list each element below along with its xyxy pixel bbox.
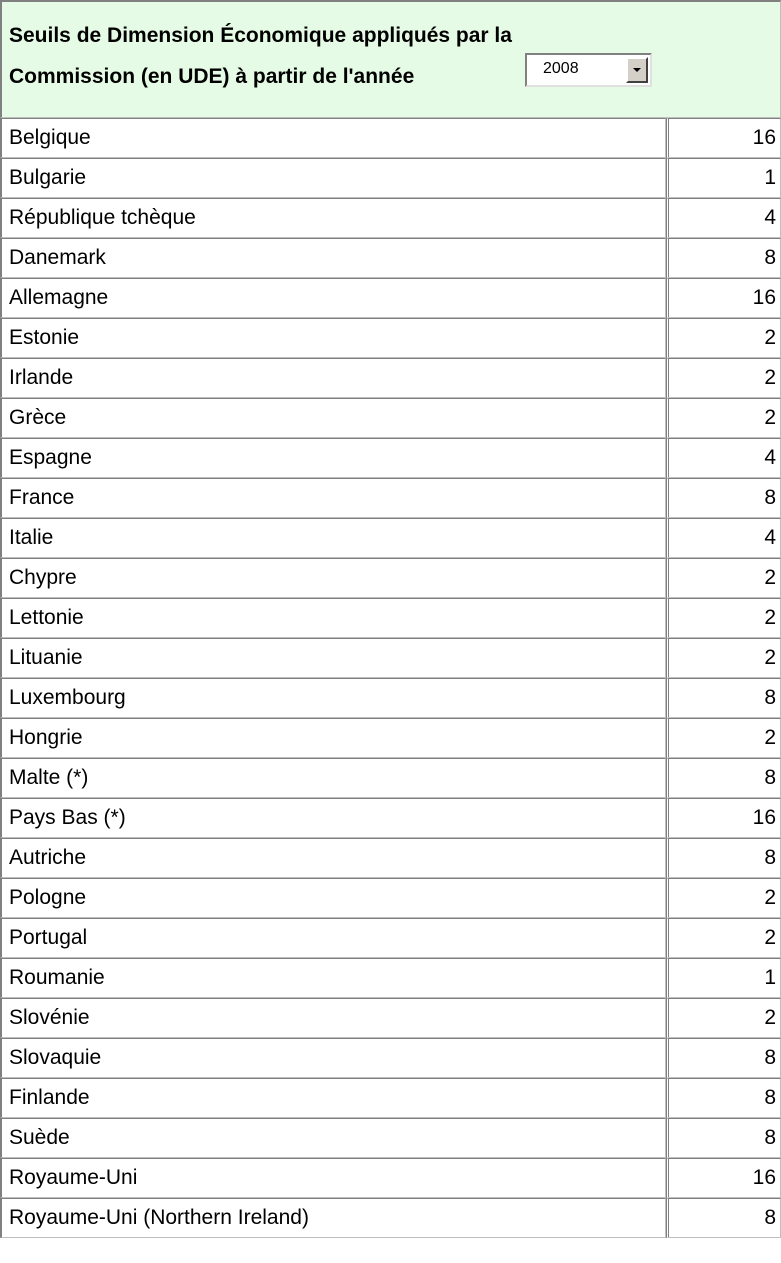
country-cell: Slovénie xyxy=(0,998,666,1038)
country-cell: Luxembourg xyxy=(0,678,666,718)
table-row xyxy=(0,1038,781,1078)
table-body xyxy=(0,118,781,1238)
threshold-value-cell: 8 xyxy=(666,1198,781,1238)
threshold-value-cell: 16 xyxy=(666,278,781,318)
threshold-value-cell: 16 xyxy=(666,1158,781,1198)
table-header xyxy=(0,0,781,118)
country-cell: Royaume-Uni (Northern Ireland) xyxy=(0,1198,666,1238)
country-cell: Finlande xyxy=(0,1078,666,1118)
table-row xyxy=(0,198,781,238)
country-cell: Danemark xyxy=(0,238,666,278)
table-row xyxy=(0,798,781,838)
country-cell: Estonie xyxy=(0,318,666,358)
country-cell: Belgique xyxy=(0,118,666,158)
table-row xyxy=(0,158,781,198)
table-header-row xyxy=(0,0,781,118)
year-select[interactable] xyxy=(525,53,652,87)
country-cell: Malte (*) xyxy=(0,758,666,798)
country-cell: Allemagne xyxy=(0,278,666,318)
threshold-value-cell: 8 xyxy=(666,1078,781,1118)
country-cell: Pays Bas (*) xyxy=(0,798,666,838)
threshold-value-cell: 8 xyxy=(666,478,781,518)
table-row xyxy=(0,398,781,438)
threshold-value-cell: 2 xyxy=(666,718,781,758)
country-cell: Hongrie xyxy=(0,718,666,758)
country-cell: Slovaquie xyxy=(0,1038,666,1078)
threshold-value-cell: 2 xyxy=(666,878,781,918)
country-cell: Chypre xyxy=(0,558,666,598)
table-row xyxy=(0,238,781,278)
country-cell: Portugal xyxy=(0,918,666,958)
threshold-value-cell: 8 xyxy=(666,758,781,798)
country-cell: Lituanie xyxy=(0,638,666,678)
threshold-value-cell: 4 xyxy=(666,198,781,238)
table-row xyxy=(0,678,781,718)
threshold-value-cell: 2 xyxy=(666,638,781,678)
country-cell: République tchèque xyxy=(0,198,666,238)
threshold-value-cell: 2 xyxy=(666,358,781,398)
table-row xyxy=(0,518,781,558)
country-cell: Espagne xyxy=(0,438,666,478)
table-row xyxy=(0,438,781,478)
country-cell: Suède xyxy=(0,1118,666,1158)
table-row xyxy=(0,958,781,998)
table-row xyxy=(0,278,781,318)
threshold-value-cell: 2 xyxy=(666,558,781,598)
chevron-down-icon[interactable] xyxy=(626,57,648,83)
header-title-line2: Commission (en UDE) à partir de l'année xyxy=(9,65,415,88)
country-cell: Pologne xyxy=(0,878,666,918)
threshold-value-cell: 8 xyxy=(666,238,781,278)
country-cell: Lettonie xyxy=(0,598,666,638)
year-select-value: 2008 xyxy=(543,60,579,77)
table-row xyxy=(0,478,781,518)
table-row xyxy=(0,838,781,878)
table-row xyxy=(0,918,781,958)
threshold-value-cell: 8 xyxy=(666,1038,781,1078)
table-row xyxy=(0,1198,781,1238)
country-cell: Royaume-Uni xyxy=(0,1158,666,1198)
table-row xyxy=(0,718,781,758)
table-row xyxy=(0,118,781,158)
threshold-value-cell: 8 xyxy=(666,838,781,878)
table-row xyxy=(0,1118,781,1158)
threshold-value-cell: 2 xyxy=(666,598,781,638)
table-row xyxy=(0,878,781,918)
table-row xyxy=(0,598,781,638)
table-row xyxy=(0,638,781,678)
country-cell: Irlande xyxy=(0,358,666,398)
threshold-value-cell: 1 xyxy=(666,158,781,198)
threshold-value-cell: 16 xyxy=(666,798,781,838)
country-cell: Roumanie xyxy=(0,958,666,998)
threshold-value-cell: 4 xyxy=(666,518,781,558)
country-cell: Bulgarie xyxy=(0,158,666,198)
country-cell: Autriche xyxy=(0,838,666,878)
threshold-value-cell: 2 xyxy=(666,318,781,358)
country-cell: Grèce xyxy=(0,398,666,438)
country-cell: France xyxy=(0,478,666,518)
country-cell: Italie xyxy=(0,518,666,558)
table-row xyxy=(0,998,781,1038)
threshold-value-cell: 8 xyxy=(666,1118,781,1158)
threshold-value-cell: 2 xyxy=(666,398,781,438)
table-row xyxy=(0,1158,781,1198)
table-row xyxy=(0,758,781,798)
table-row xyxy=(0,358,781,398)
threshold-value-cell: 2 xyxy=(666,998,781,1038)
threshold-value-cell: 2 xyxy=(666,918,781,958)
threshold-value-cell: 4 xyxy=(666,438,781,478)
header-title-line1: Seuils de Dimension Économique appliqués par la xyxy=(9,24,512,47)
table-row xyxy=(0,1078,781,1118)
table-row xyxy=(0,318,781,358)
threshold-value-cell: 1 xyxy=(666,958,781,998)
table-row xyxy=(0,558,781,598)
threshold-value-cell: 8 xyxy=(666,678,781,718)
threshold-value-cell: 16 xyxy=(666,118,781,158)
